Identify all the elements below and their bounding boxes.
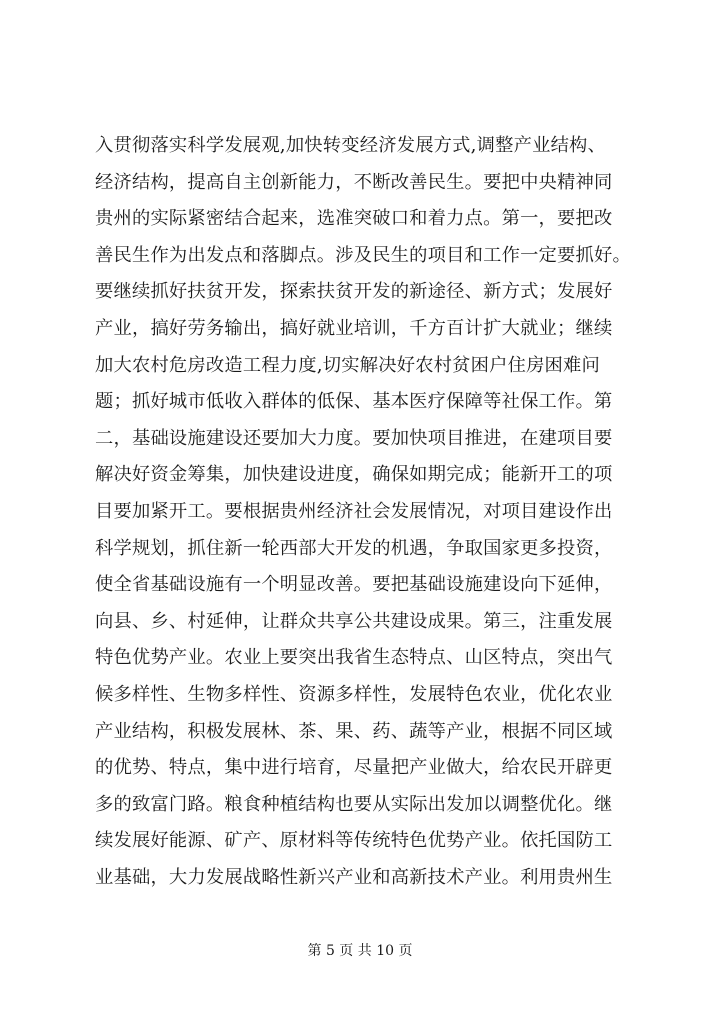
text-line: 善民生作为出发点和落脚点。涉及民生的项目和工作一定要抓好。 [95, 244, 631, 266]
text-line: 目要加紧开工。要根据贵州经济社会发展情况，对项目建设作出 [95, 500, 613, 522]
text-line: 经济结构，提高自主创新能力，不断改善民生。要把中央精神同 [95, 171, 613, 193]
text-line: 特色优势产业。农业上要突出我省生态特点、山区特点，突出气 [95, 647, 613, 669]
text-line: 使全省基础设施有一个明显改善。要把基础设施建设向下延伸， [95, 574, 613, 596]
text-line: 解决好资金筹集，加快建设进度，确保如期完成；能新开工的项 [95, 464, 613, 486]
text-line: 二，基础设施建设还要加大力度。要加快项目推进，在建项目要 [95, 427, 613, 449]
text-line: 的优势、特点，集中进行培育，尽量把产业做大，给农民开辟更 [95, 757, 613, 779]
text-line: 多的致富门路。粮食种植结构也要从实际出发加以调整优化。继 [95, 793, 613, 815]
page-number-footer: 第 5 页 共 10 页 [307, 943, 413, 959]
body-text [95, 128, 655, 896]
text-line: 贵州的实际紧密结合起来，选准突破口和着力点。第一，要把改 [95, 208, 613, 230]
text-line: 业基础，大力发展战略性新兴产业和高新技术产业。利用贵州生 [95, 866, 613, 888]
text-line: 产业，搞好劳务输出，搞好就业培训，千方百计扩大就业；继续 [95, 317, 613, 339]
text-line: 科学规划，抓住新一轮西部大开发的机遇，争取国家更多投资， [95, 537, 613, 559]
text-line: 题；抓好城市低收入群体的低保、基本医疗保障等社保工作。第 [95, 391, 613, 413]
text-line: 加大农村危房改造工程力度,切实解决好农村贫困户住房困难问 [95, 354, 601, 376]
text-line: 续发展好能源、矿产、原材料等传统特色优势产业。依托国防工 [95, 830, 613, 852]
text-line: 入贯彻落实科学发展观,加快转变经济发展方式,调整产业结构、 [95, 135, 607, 156]
text-line: 产业结构，积极发展林、茶、果、药、蔬等产业，根据不同区域 [95, 720, 613, 742]
text-line: 要继续抓好扶贫开发，探索扶贫开发的新途径、新方式；发展好 [95, 281, 613, 303]
text-line: 向县、乡、村延伸，让群众共享公共建设成果。第三，注重发展 [95, 610, 613, 632]
text-line: 候多样性、生物多样性、资源多样性，发展特色农业，优化农业 [95, 683, 613, 705]
